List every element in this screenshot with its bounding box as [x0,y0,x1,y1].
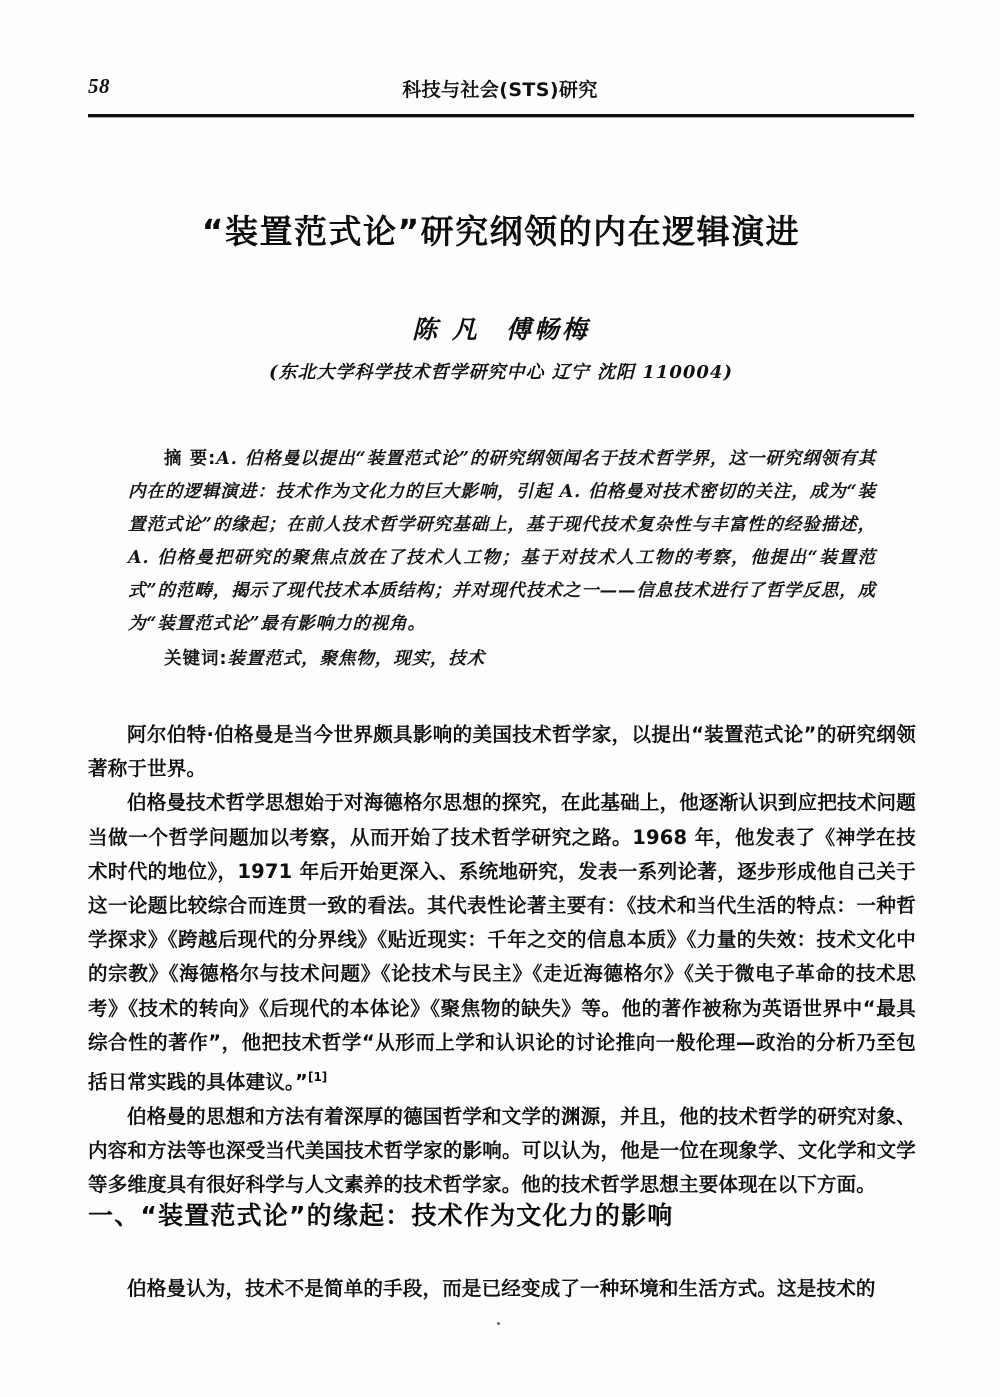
header-rule [88,114,914,117]
author-name-2: 傅畅梅 [505,315,590,344]
running-head [88,74,912,108]
body-text [88,718,916,1202]
keywords-label: 关键词: [164,649,228,669]
section-body-text [88,1272,916,1306]
body-paragraph-2-text: 伯格曼技术哲学思想始于对海德格尔思想的探究，在此基础上，他逐渐认识到应把技术问题当做一个哲学问题加以考察，从而开始了技术哲学研究之路。1968 年，他发表了《神学在技术时代的地位》，1971 年后开始更深入、系统地研究，发表一系列论著，逐步形成他自己关于这一论题比较综合而连贯一致的看法。其代表性论著主要有：《技术和当代生活的特点：一种哲学探求》《跨越后现代的分界线》《贴近现实：千年之交的信息本质》《力量的失效：技术文化中的宗教》《海德格尔与技术问题》《论技术与民主》《走近海德格尔》《关于微电子革命的技术思考》《技术的转向》《后现代的本体论》《聚焦物的缺失》等。他的著作被称为英语世界中“最具综合性的著作”，他把技术哲学“从形而上学和认识论的讨论推向一般伦理—政治的分析乃至包括日常实践的具体建议。” [88,791,916,1094]
scan-speck [497,1322,500,1325]
body-paragraph-1: 阿尔伯特·伯格曼是当今世界颇具影响的美国技术哲学家，以提出“装置范式论”的研究纲领著称于世界。 [88,723,916,781]
author-affiliation: (东北大学科学技术哲学研究中心 辽宁 沈阳 110004) [269,362,733,383]
author-name-1: 陈 凡 [412,315,480,344]
citation-reference-1: [1] [307,1070,328,1085]
section-heading-1: 一、“装置范式论”的缘起：技术作为文化力的影响 [88,1201,674,1230]
abstract-section [128,443,876,676]
body-paragraph-2 [88,786,916,1099]
abstract-label: 摘 要: [164,449,217,469]
body-paragraph-3: 伯格曼的思想和方法有着深厚的德国哲学和文学的渊源，并且，他的技术哲学的研究对象、内容和方法等也深受当代美国技术哲学家的影响。可以认为，他是一位在现象学、文化学和文学等多维度具有很好科学与人文素养的技术哲学家。他的技术哲学思想主要体现在以下方面。 [88,1104,916,1197]
tail-paragraph: 伯格曼认为，技术不是简单的手段，而是已经变成了一种环境和生活方式。这是技术的 [127,1277,876,1300]
article-title: “装置范式论”研究纲领的内在逻辑演进 [201,212,801,251]
keywords-text: 装置范式，聚焦物，现实，技术 [227,649,486,669]
abstract-text: A. 伯格曼以提出“装置范式论”的研究纲领闻名于技术哲学界，这一研究纲领有其内在的逻辑演进：技术作为文化力的巨大影响，引起 A. 伯格曼对技术密切的关注，成为“装置范式论”的缘起；在前人技术哲学研究基础上，基于现代技术复杂性与丰富性的经验描述，A. 伯格曼把研究的聚焦点放在了技术人工物；基于对技术人工物的考察，他提出“装置范式”的范畴，揭示了现代技术本质结构；并对现代技术之一——信息技术进行了哲学反思，成为“装置范式论”最有影响力的视角。 [128,449,877,634]
journal-section-title: 科技与社会(STS)研究 [402,79,598,101]
abstract-paragraph [128,443,876,641]
keywords-paragraph [128,643,876,676]
author-list [88,310,914,346]
page-number: 58 [88,74,110,98]
